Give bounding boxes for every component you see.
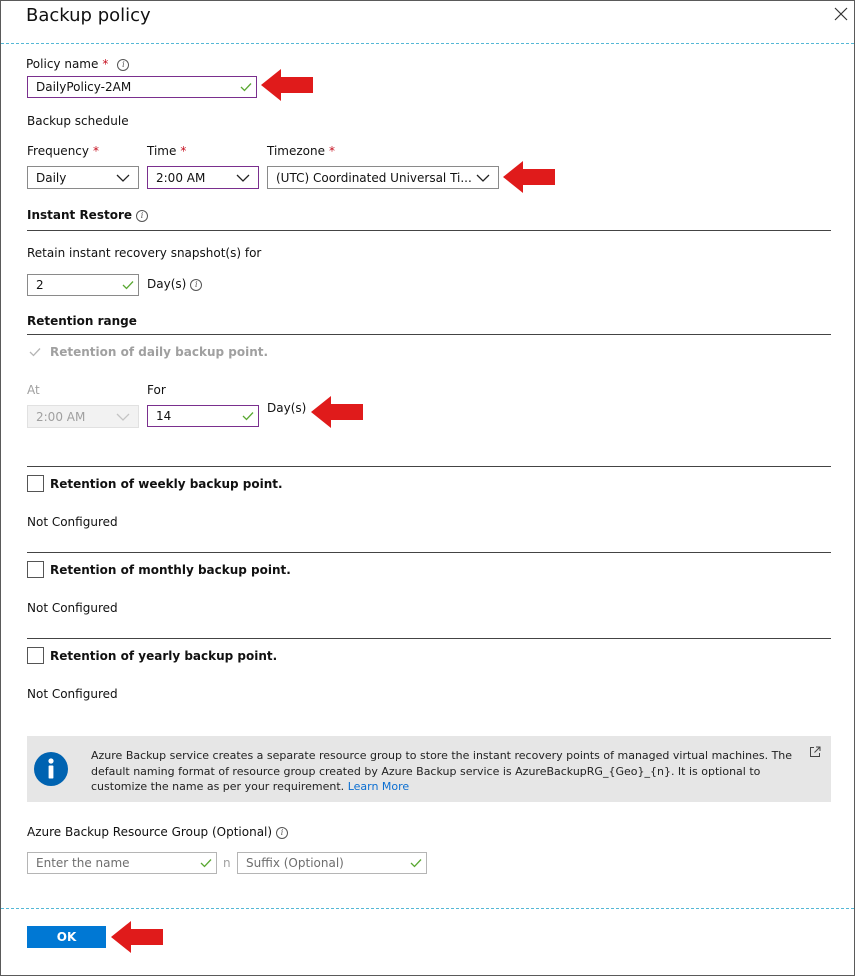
- weekly-retention-label: Retention of weekly backup point.: [50, 477, 283, 491]
- info-banner-text-column: [76, 736, 831, 802]
- for-label: For: [147, 383, 166, 397]
- timezone-label: Timezone *: [267, 144, 335, 158]
- valid-check-icon: [122, 280, 134, 290]
- monthly-retention-checkbox[interactable]: [27, 561, 44, 578]
- info-icon[interactable]: i: [117, 59, 129, 71]
- learn-more-link[interactable]: Learn More: [347, 780, 410, 793]
- resource-group-separator: n: [223, 856, 231, 870]
- yearly-status: Not Configured: [27, 687, 118, 701]
- policy-name-input[interactable]: DailyPolicy-2AM: [27, 76, 257, 98]
- info-banner: [27, 736, 831, 802]
- valid-check-icon: [410, 858, 422, 868]
- annotation-arrow-icon: [109, 919, 165, 955]
- time-label: Time *: [147, 144, 187, 158]
- yearly-retention-label: Retention of yearly backup point.: [50, 649, 278, 663]
- retain-days-unit: Day(s) i: [147, 277, 202, 291]
- yearly-retention-checkbox[interactable]: [27, 647, 44, 664]
- chevron-down-icon: [236, 174, 250, 182]
- blade-title: Backup policy: [26, 5, 151, 26]
- daily-for-unit: Day(s): [267, 401, 307, 415]
- annotation-arrow-icon: [259, 67, 315, 103]
- time-select[interactable]: 2:00 AM: [147, 166, 259, 189]
- valid-check-icon: [242, 411, 254, 421]
- monthly-status: Not Configured: [27, 601, 118, 615]
- chevron-down-icon: [116, 413, 130, 421]
- retention-range-heading: Retention range: [27, 314, 137, 328]
- at-label: At: [27, 383, 40, 397]
- section-divider: [27, 230, 831, 231]
- timezone-select[interactable]: (UTC) Coordinated Universal Ti...: [267, 166, 499, 189]
- daily-for-input[interactable]: 14: [147, 405, 259, 427]
- weekly-status: Not Configured: [27, 515, 118, 529]
- checkmark-icon: [29, 347, 41, 357]
- frequency-select[interactable]: Daily: [27, 166, 139, 189]
- daily-at-select: 2:00 AM: [27, 405, 139, 428]
- policy-name-label: Policy name * i: [26, 57, 129, 71]
- instant-restore-heading: Instant Restore i: [27, 208, 148, 222]
- info-icon: [34, 752, 68, 786]
- monthly-retention-label: Retention of monthly backup point.: [50, 563, 291, 577]
- footer-divider: [1, 908, 854, 909]
- resource-group-label: Azure Backup Resource Group (Optional) i: [27, 825, 288, 839]
- valid-check-icon: [200, 858, 212, 868]
- resource-group-name-input[interactable]: Enter the name: [27, 852, 217, 874]
- daily-retention-checkbox: [27, 344, 44, 361]
- info-banner-icon-column: [27, 736, 75, 802]
- frequency-label: Frequency *: [27, 144, 99, 158]
- info-banner-message: Azure Backup service creates a separate resource group to store the instant recovery points of managed virtual machines. The default naming format of resource group created by Azure Backup service is AzureBackupRG_{Geo}_{n}. It is optional to customize the name as per your requirement. Learn More: [91, 749, 793, 793]
- chevron-down-icon: [116, 174, 130, 182]
- resource-group-suffix-input[interactable]: Suffix (Optional): [237, 852, 427, 874]
- retain-snapshot-label: Retain instant recovery snapshot(s) for: [27, 246, 262, 260]
- backup-schedule-heading: Backup schedule: [27, 114, 129, 128]
- annotation-arrow-icon: [309, 394, 365, 430]
- section-divider: [27, 334, 831, 335]
- annotation-arrow-icon: [501, 159, 557, 195]
- external-link-icon[interactable]: [809, 746, 821, 758]
- retain-days-input[interactable]: 2: [27, 274, 139, 296]
- weekly-retention-checkbox[interactable]: [27, 475, 44, 492]
- info-icon[interactable]: i: [190, 279, 202, 291]
- section-divider: [27, 638, 831, 639]
- section-divider: [27, 466, 831, 467]
- header-divider: [1, 43, 854, 44]
- section-divider: [27, 552, 831, 553]
- ok-button[interactable]: OK: [27, 926, 106, 948]
- info-icon[interactable]: i: [136, 210, 148, 222]
- chevron-down-icon: [476, 174, 490, 182]
- info-icon[interactable]: i: [276, 827, 288, 839]
- close-icon[interactable]: [833, 6, 849, 22]
- daily-retention-label: Retention of daily backup point.: [50, 345, 269, 359]
- valid-check-icon: [240, 82, 252, 92]
